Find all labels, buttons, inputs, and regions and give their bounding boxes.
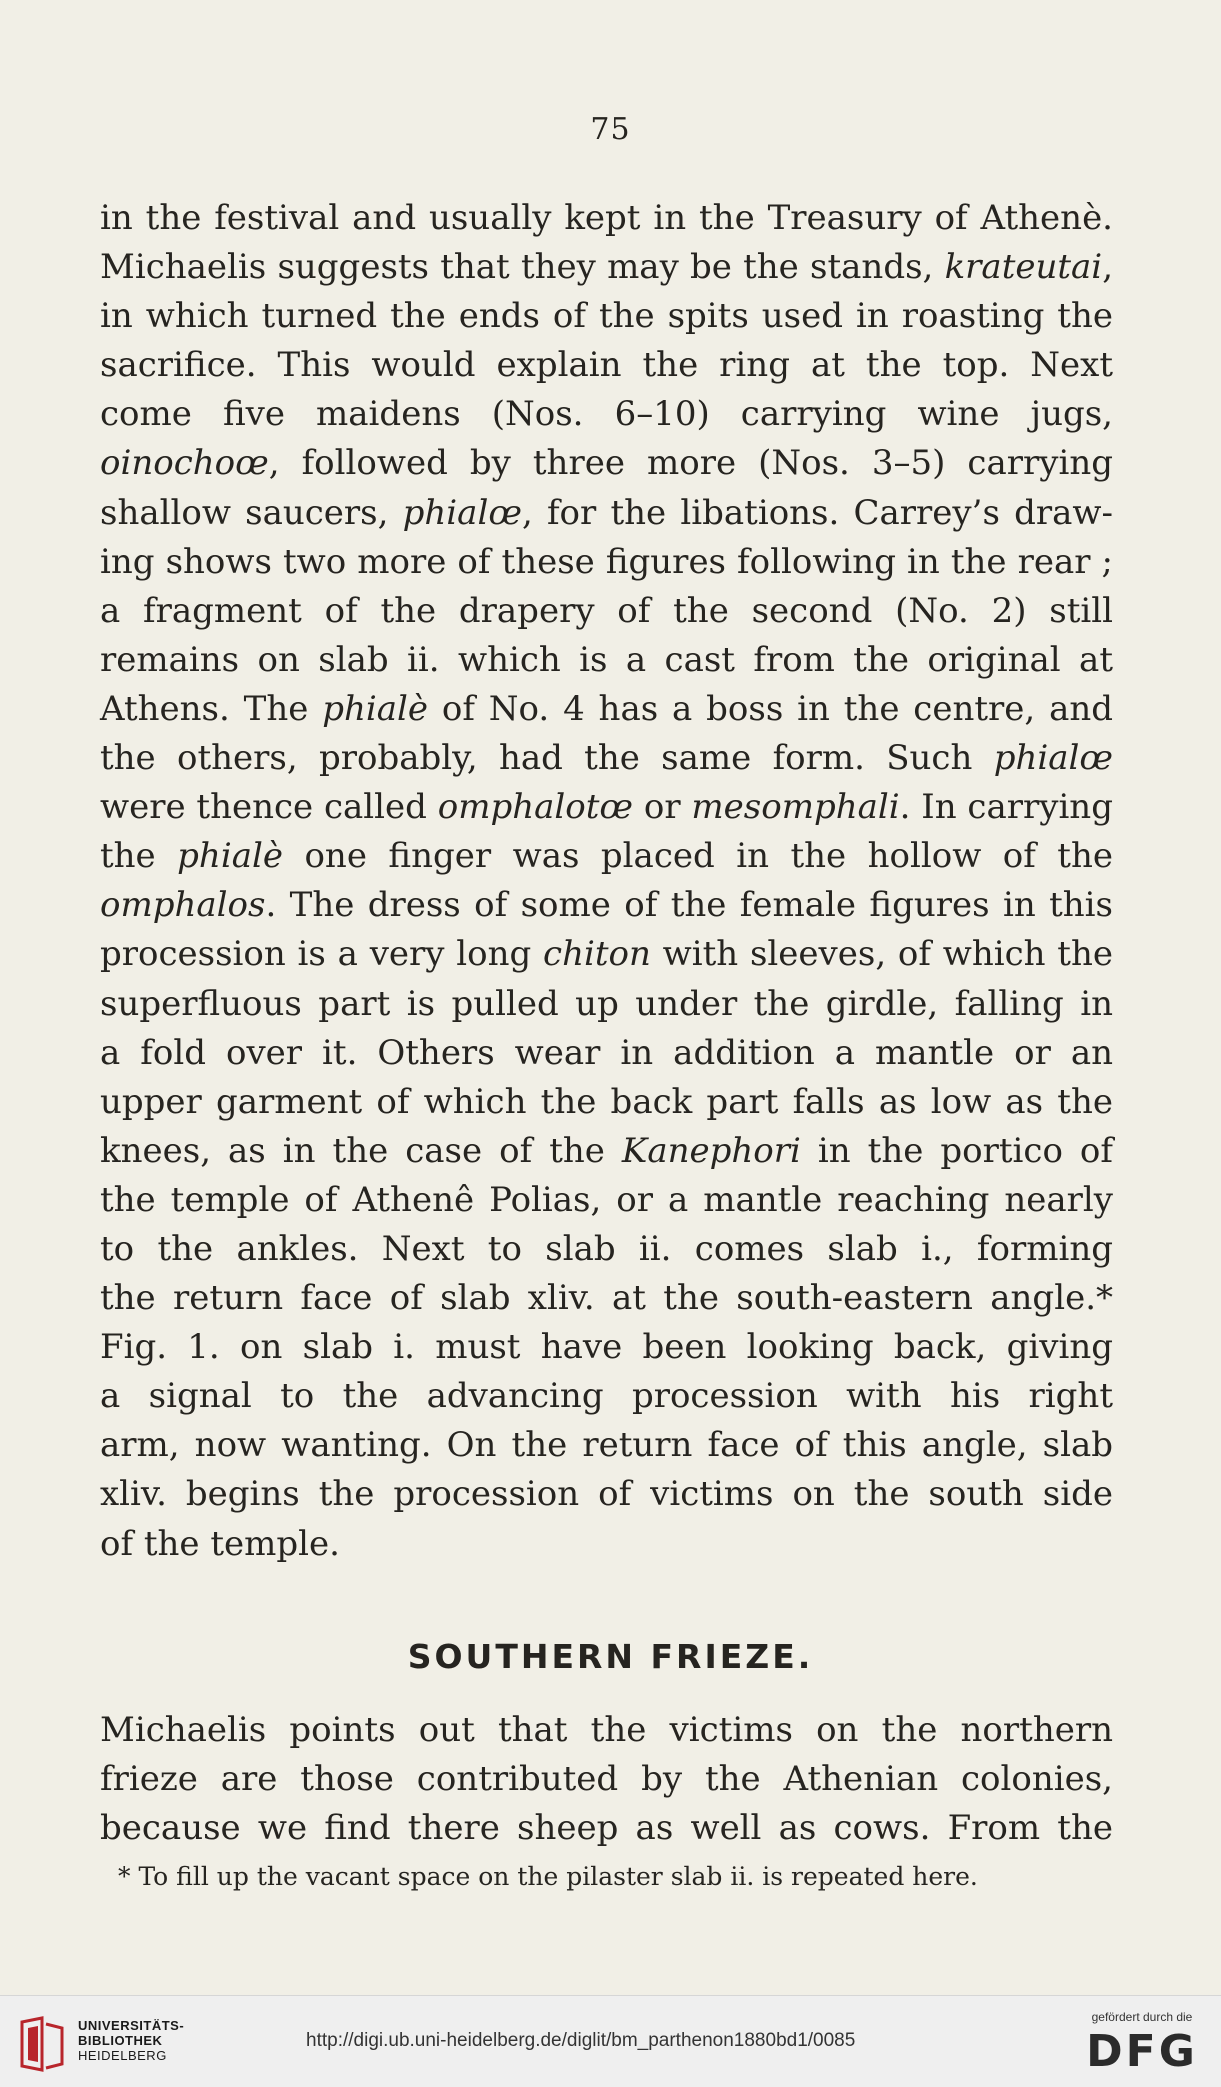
text-line: the return face of slab xliv. at the south-eastern angle.*: [100, 1278, 1113, 1319]
text-line: of the temple.: [100, 1523, 340, 1564]
digitization-footer: [0, 1995, 1221, 2087]
text-line: a signal to the advancing procession with his right: [100, 1376, 1113, 1417]
text-line: the others, probably, had the same form. Such phialœ: [100, 738, 1113, 779]
text-line: procession is a very long chiton with sleeves, of which the: [100, 934, 1113, 975]
text-line: ing shows two more of these figures following in the rear ;: [100, 541, 1113, 582]
text-line: remains on slab ii. which is a cast from the original at: [100, 639, 1113, 680]
text-line: xliv. begins the procession of victims on the south side: [100, 1474, 1113, 1515]
text-line: omphalos. The dress of some of the female figures in this: [100, 885, 1113, 926]
page-number: 75: [590, 112, 631, 147]
text-line: were thence called omphalotœ or mesomphali. In carrying: [100, 787, 1113, 828]
institution-line: UNIVERSITÄTS-: [78, 2018, 185, 2033]
text-line: frieze are those contributed by the Athenian colonies,: [100, 1759, 1113, 1800]
paragraph-procession: [100, 194, 1113, 1569]
text-line: Michaelis points out that the victims on the northern: [100, 1710, 1113, 1750]
text-line: sacrifice. This would explain the ring at the top. Next: [100, 345, 1113, 386]
source-url[interactable]: http://digi.ub.uni-heidelberg.de/diglit/bm_parthenon1880bd1/0085: [306, 2030, 856, 2051]
paragraph-southern-frieze: [100, 1706, 1113, 1853]
funding-credit: [1077, 2010, 1207, 2077]
institution-line: BIBLIOTHEK: [78, 2033, 163, 2048]
text-line: knees, as in the case of the Kanephori in the portico of: [100, 1130, 1113, 1171]
text-line: the temple of Athenê Polias, or a mantle reaching nearly: [100, 1179, 1113, 1220]
text-line: superfluous part is pulled up under the girdle, falling in: [100, 983, 1113, 1024]
university-logo-icon: [12, 2014, 72, 2074]
text-line: to the ankles. Next to slab ii. comes slab i., forming: [100, 1228, 1113, 1269]
funding-label: gefördert durch die: [1091, 2010, 1193, 2024]
text-line: in the festival and usually kept in the Treasury of Athenè.: [100, 198, 1113, 238]
text-line: come five maidens (Nos. 6–10) carrying wine jugs,: [100, 394, 1113, 435]
text-line: because we find there sheep as well as cows. From the: [100, 1808, 1113, 1849]
footnote: * To fill up the vacant space on the pilaster slab ii. is repeated here.: [118, 1862, 978, 1891]
text-line: Athens. The phialè of No. 4 has a boss in the centre, and: [100, 688, 1113, 729]
text-line: oinochoœ, followed by three more (Nos. 3–5) carrying: [100, 443, 1113, 484]
text-line: the phialè one finger was placed in the hollow of the: [100, 836, 1113, 877]
text-line: upper garment of which the back part falls as low as the: [100, 1081, 1113, 1122]
dfg-logo: DFG: [1086, 2026, 1198, 2077]
text-line: a fragment of the drapery of the second (No. 2) still: [100, 590, 1113, 631]
text-line: in which turned the ends of the spits used in roasting the: [100, 296, 1113, 337]
text-line: a fold over it. Others wear in addition a mantle or an: [100, 1032, 1113, 1073]
text-line: Fig. 1. on slab i. must have been looking back, giving: [100, 1327, 1113, 1368]
text-line: Michaelis suggests that they may be the stands, krateutai,: [100, 247, 1113, 288]
text-line: shallow saucers, phialœ, for the libations. Carrey’s draw-: [100, 492, 1113, 533]
institution-line: HEIDELBERG: [78, 2048, 167, 2063]
section-heading: SOUTHERN FRIEZE.: [407, 1637, 814, 1676]
text-line: arm, now wanting. On the return face of this angle, slab: [100, 1425, 1113, 1466]
institution-name: [78, 2018, 184, 2063]
